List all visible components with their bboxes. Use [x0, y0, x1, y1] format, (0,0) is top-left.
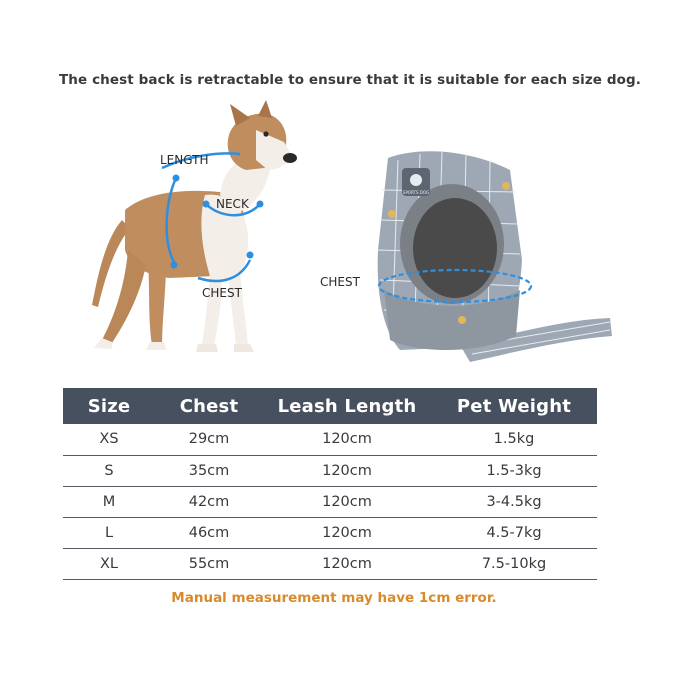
headline: The chest back is retractable to ensure that it is suitable for each size dog.	[59, 72, 641, 88]
weight-cell: 1.5kg	[431, 424, 597, 455]
table-row	[63, 517, 597, 548]
length-label: LENGTH	[160, 153, 209, 167]
header-size: Size	[63, 388, 155, 424]
size-table	[63, 388, 597, 580]
header-chest: Chest	[155, 388, 263, 424]
measurement-note: Manual measurement may have 1cm error.	[171, 590, 497, 606]
size-cell: S	[63, 455, 155, 486]
leash-cell: 120cm	[263, 455, 431, 486]
table-row	[63, 548, 597, 579]
table-row	[63, 424, 597, 455]
leash-cell: 120cm	[263, 424, 431, 455]
chest-cell: 55cm	[155, 548, 263, 579]
chest-cell: 35cm	[155, 455, 263, 486]
dog-chest-label: CHEST	[202, 286, 242, 300]
size-cell: M	[63, 486, 155, 517]
header-pet-weight: Pet Weight	[431, 388, 597, 424]
leash-cell: 120cm	[263, 486, 431, 517]
size-cell: L	[63, 517, 155, 548]
size-cell: XS	[63, 424, 155, 455]
chest-cell: 46cm	[155, 517, 263, 548]
harness-chest-label: CHEST	[320, 275, 360, 289]
weight-cell: 7.5-10kg	[431, 548, 597, 579]
harness-illustration	[310, 140, 630, 380]
neck-label: NECK	[216, 197, 249, 211]
dog-illustration	[70, 100, 310, 375]
dog-measurement-figure	[70, 100, 310, 375]
weight-cell: 1.5-3kg	[431, 455, 597, 486]
table-row	[63, 455, 597, 486]
chest-cell: 42cm	[155, 486, 263, 517]
chest-cell: 29cm	[155, 424, 263, 455]
table-row	[63, 486, 597, 517]
weight-cell: 4.5-7kg	[431, 517, 597, 548]
harness-figure	[310, 140, 630, 380]
header-leash-length: Leash Length	[263, 388, 431, 424]
table-header-row	[63, 388, 597, 424]
size-cell: XL	[63, 548, 155, 579]
leash-cell: 120cm	[263, 548, 431, 579]
weight-cell: 3-4.5kg	[431, 486, 597, 517]
leash-cell: 120cm	[263, 517, 431, 548]
harness-logo-text: SPORTS DOG	[402, 190, 430, 195]
